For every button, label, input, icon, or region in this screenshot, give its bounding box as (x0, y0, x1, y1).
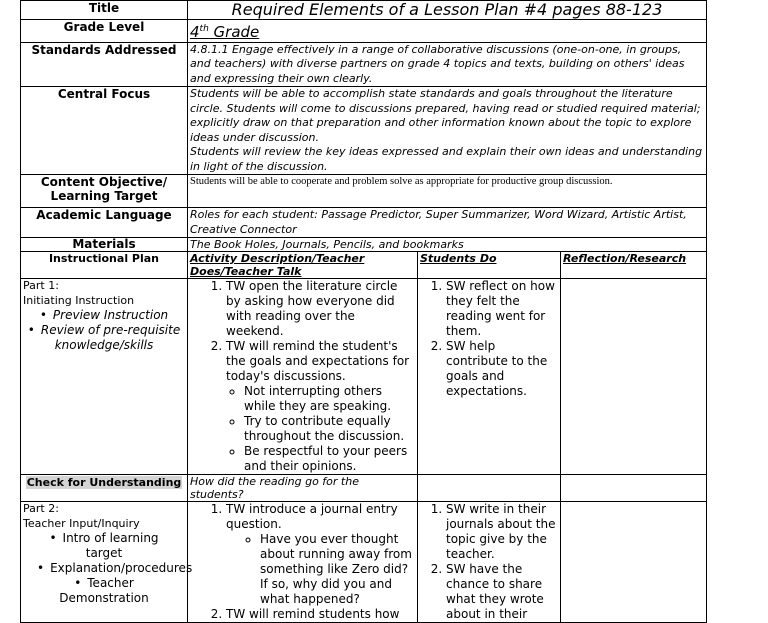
content-objective-text: Students will be able to cooperate and problem solve as appropriate for productive group discussion. (188, 175, 707, 208)
list-item: 1. SW write in their journals about the topic give by the teacher. (446, 502, 558, 562)
instructional-plan-header: Instructional Plan (21, 252, 188, 279)
grade-label: Grade Level (21, 20, 188, 43)
list-item: 2. TW will remind the student's the goals and expectations for today's discussions. ◦ Not interrupting others while they are speaking. ◦ Try to contribute equally throughout the discussion. ◦ Be respectful to your peers and their opinions. (226, 339, 415, 474)
part1-students (418, 279, 561, 475)
activity-header: Activity Description/Teacher Does/Teacher Talk (188, 252, 418, 279)
part2-cell (21, 502, 193, 623)
list-item: ◦ Not interrupting others while they are speaking. (244, 384, 415, 414)
list-item: 2. TW will remind students how (226, 607, 415, 622)
central-focus-label: Central Focus (21, 87, 188, 175)
central-focus-p2: Students will review the key ideas expressed and explain their own ideas and understanding in light of the discussion. (190, 145, 703, 173)
list-item: 1. SW reflect on how they felt the reading went for them. (446, 279, 558, 339)
part1-bullet: • Preview Instruction (39, 308, 169, 322)
part2-students (418, 502, 561, 623)
part1-activity (188, 279, 418, 475)
part1-students-list (420, 279, 558, 399)
part2-activity-list (190, 502, 415, 622)
part2-bullet: • Intro of learning target (49, 531, 159, 560)
grade-number: 4 (190, 23, 200, 41)
check-reflection (561, 475, 707, 502)
part2-subbullets (226, 532, 415, 607)
students-do-header: Students Do (418, 252, 561, 279)
grade-word: Grade (208, 23, 260, 41)
reflection-header: Reflection/Research (561, 252, 707, 279)
list-item: ◦ Try to contribute equally throughout the discussion. (244, 414, 415, 444)
part1-reflection (561, 279, 707, 475)
list-item: 1. TW open the literature circle by asking how everyone did with reading over the weekend. (226, 279, 415, 339)
part2-title: Part 2: (23, 502, 59, 515)
materials-text: The Book Holes, Journals, Pencils, and bookmarks (188, 238, 707, 252)
part1-activity-list (190, 279, 415, 474)
part2-bullet: • Teacher Demonstration (59, 576, 149, 605)
part1-title: Part 1: (23, 279, 59, 292)
list-item: 2. SW have the chance to share what they wrote about in their (446, 562, 558, 622)
check-label-cell (21, 475, 188, 502)
part1-cell (21, 279, 188, 475)
part1-bullet: • Review of pre-requisite knowledge/skills (27, 323, 181, 352)
academic-language-label: Academic Language (21, 208, 188, 238)
part2-reflection (561, 502, 707, 623)
grade-value (188, 20, 707, 43)
part2-subtitle: Teacher Input/Inquiry (23, 516, 140, 530)
part2-activity (188, 502, 418, 623)
lesson-plan-table (20, 0, 707, 623)
standards-text: 4.8.1.1 Engage effectively in a range of collaborative discussions (one-on-one, in groups, and teachers) with diverse partners on grade 4 topics and texts, building on others' ideas and expressing their own clearly. (188, 42, 707, 87)
materials-label: Materials (21, 238, 188, 252)
lesson-title: Required Elements of a Lesson Plan #4 pages 88-123 (188, 1, 707, 20)
part2-bullets (23, 531, 193, 606)
part1-bullets (23, 308, 185, 353)
standards-label: Standards Addressed (21, 42, 188, 87)
list-item: 1. TW introduce a journal entry question. ◦ Have you ever thought about running away from something like Zero did? If so, why did you and what happened? (226, 502, 415, 607)
check-label: Check for Understanding (26, 476, 182, 489)
list-item: ◦ Be respectful to your peers and their opinions. (244, 444, 415, 474)
list-item: ◦ Have you ever thought about running away from something like Zero did? If so, why did you and what happened? (260, 532, 415, 607)
content-objective-label: Content Objective/ Learning Target (21, 175, 188, 208)
part1-subtitle: Initiating Instruction (23, 293, 135, 307)
grade-suffix: th (199, 24, 209, 34)
title-label: Title (21, 1, 188, 20)
check-text: How did the reading go for the students? (188, 475, 418, 502)
part1-subbullets (226, 384, 415, 474)
academic-language-text: Roles for each student: Passage Predictor, Super Summarizer, Word Wizard, Artistic Artist, Creative Connector (188, 208, 707, 238)
part2-bullet: • Explanation/procedures (37, 561, 193, 575)
list-item: 2. SW help contribute to the goals and expectations. (446, 339, 558, 399)
check-students (418, 475, 561, 502)
central-focus-p1: Students will be able to accomplish state standards and goals throughout the literature circle. Students will come to discussions prepared, having read or studied required material; explicitly draw on that preparation and other information known about the topic to explore ideas under discussion. (190, 87, 701, 144)
central-focus-text (188, 87, 707, 175)
part2-students-list (420, 502, 558, 622)
